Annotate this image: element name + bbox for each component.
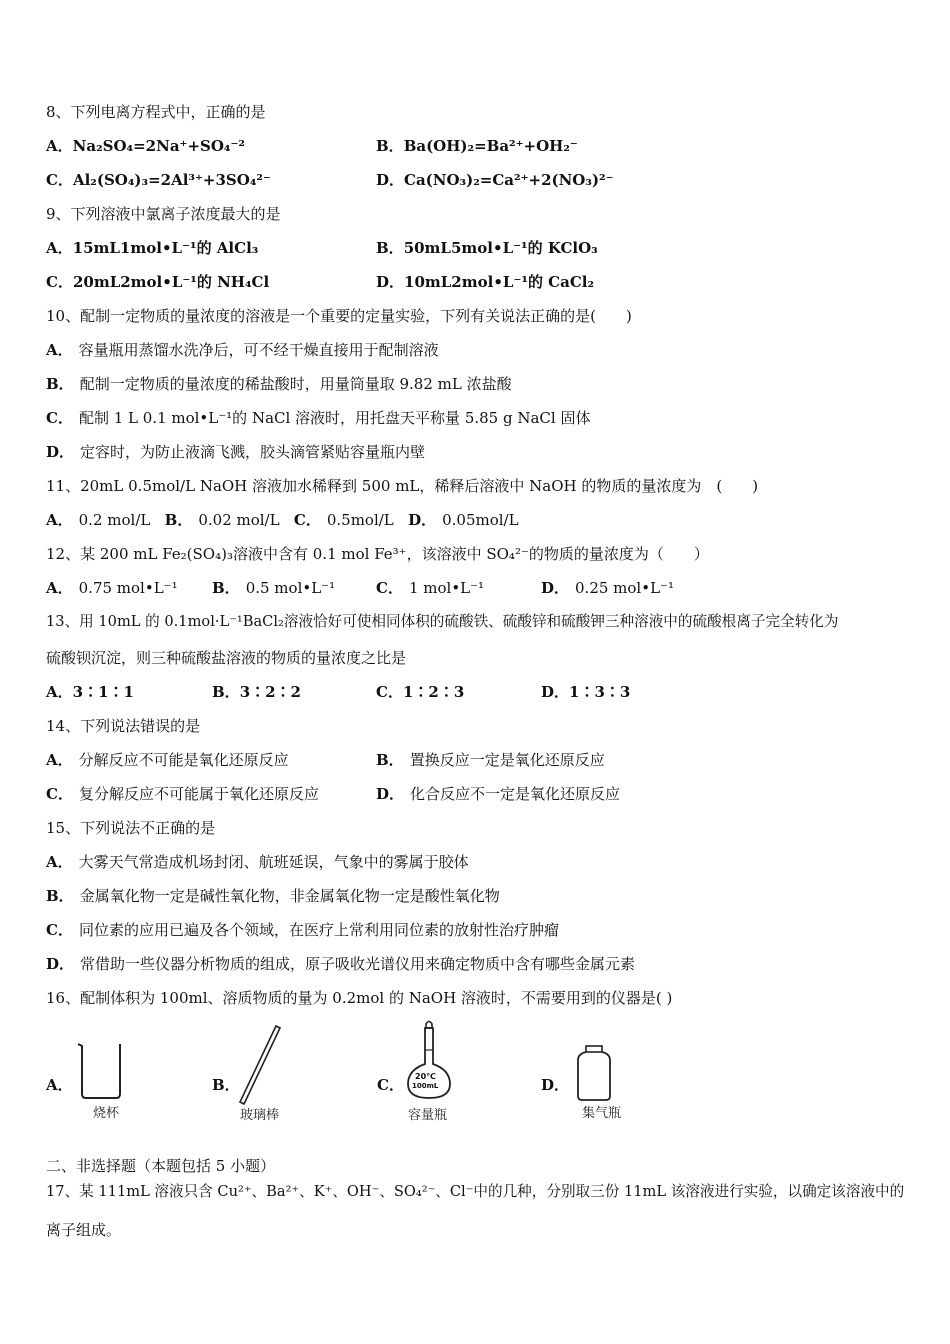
option-letter: D． xyxy=(376,785,405,803)
q9-option-a xyxy=(46,238,258,258)
option-letter: D． xyxy=(541,683,570,701)
q16-apparatus-figures xyxy=(0,1018,950,1128)
option-letter: A． xyxy=(46,751,73,769)
option-letter: D． xyxy=(376,171,405,189)
option-letter: B． xyxy=(212,683,240,701)
option-text: 20mL2mol•L⁻¹的 NH₄Cl xyxy=(72,273,270,291)
q13-option-b xyxy=(212,682,301,702)
option-letter: B． xyxy=(46,375,74,393)
q8-option-b xyxy=(376,136,578,156)
option-text: 0.02 mol/L xyxy=(198,511,280,529)
flask-label-temp: 20℃ xyxy=(415,1072,436,1081)
option-text: 0.2 mol/L xyxy=(78,511,151,529)
option-text: 15mL1mol•L⁻¹的 AlCl₃ xyxy=(72,239,259,257)
question-8-stem: 8、下列电离方程式中，正确的是 xyxy=(46,103,266,121)
q12-option-d xyxy=(541,578,674,598)
option-text: 配制一定物质的量浓度的稀盐酸时，用量筒量取 9.82 mL 浓盐酸 xyxy=(79,375,512,393)
q8-option-c xyxy=(46,170,271,190)
option-letter: A． xyxy=(46,853,73,871)
option-text: Ba(OH)₂=Ba²⁺+OH₂⁻ xyxy=(403,137,578,155)
beaker-caption: 烧杯 xyxy=(93,1106,120,1121)
q12-option-a xyxy=(46,578,178,598)
option-text: 3∶1∶1 xyxy=(72,683,134,701)
option-letter: C． xyxy=(46,171,73,189)
q11-options xyxy=(46,510,519,530)
option-letter: C． xyxy=(46,785,73,803)
option-text: 50mL5mol•L⁻¹的 KClO₃ xyxy=(403,239,598,257)
q8-option-d xyxy=(376,170,614,190)
question-17-line2: 离子组成。 xyxy=(46,1221,122,1239)
glass-rod-icon xyxy=(236,1024,286,1108)
q15-option-d xyxy=(46,954,635,974)
option-letter: A． xyxy=(46,1076,73,1094)
option-text: 复分解反应不可能属于氧化还原反应 xyxy=(78,785,319,803)
question-13-stem-line1: 13、用 10mL 的 0.1mol·L⁻¹BaCl₂溶液恰好可使相同体积的硫酸铁、硫酸锌和硫酸钾三种溶液中的硫酸根离子完全转化为 xyxy=(46,613,839,630)
q13-option-c xyxy=(376,682,464,702)
option-text: Al₂(SO₄)₃=2Al³⁺+3SO₄²⁻ xyxy=(72,171,271,189)
option-letter: A． xyxy=(46,683,73,701)
glass-rod-caption: 玻璃棒 xyxy=(240,1108,280,1123)
option-text: 1∶3∶3 xyxy=(569,683,631,701)
option-letter: B． xyxy=(212,579,240,597)
option-letter: B． xyxy=(164,511,193,529)
option-text: 容量瓶用蒸馏水洗净后，可不经干燥直接用于配制溶液 xyxy=(78,341,439,359)
q9-option-d xyxy=(376,272,594,292)
option-letter: D． xyxy=(541,579,570,597)
option-letter: B． xyxy=(46,887,74,905)
option-letter: C． xyxy=(376,683,403,701)
option-letter: A． xyxy=(46,239,73,257)
option-text: 常借助一些仪器分析物质的组成，原子吸收光谱仪用来确定物质中含有哪些金属元素 xyxy=(80,955,636,973)
option-text: Na₂SO₄=2Na⁺+SO₄⁻² xyxy=(72,137,245,155)
q10-option-d xyxy=(46,442,425,462)
option-text: 定容时，为防止液滴飞溅，胶头滴管紧贴容量瓶内壁 xyxy=(80,443,426,461)
option-letter: D． xyxy=(408,511,437,529)
option-letter: B． xyxy=(376,239,404,257)
question-11-stem: 11、20mL 0.5mol/L NaOH 溶液加水稀释到 500 mL，稀释后溶液中 NaOH 的物质的量浓度为 ( ) xyxy=(46,477,759,495)
q14-option-d xyxy=(376,784,620,804)
q12-option-c xyxy=(376,578,484,598)
gas-jar-icon xyxy=(574,1044,614,1102)
q10-option-b xyxy=(46,374,512,394)
beaker-icon xyxy=(74,1040,126,1102)
option-text: 0.75 mol•L⁻¹ xyxy=(78,579,178,597)
q14-option-b xyxy=(376,750,605,770)
q15-option-a xyxy=(46,852,469,872)
option-letter: C． xyxy=(46,409,73,427)
option-text: 1 mol•L⁻¹ xyxy=(408,579,485,597)
option-text: 0.25 mol•L⁻¹ xyxy=(575,579,674,597)
option-letter: D． xyxy=(46,955,75,973)
option-letter: C． xyxy=(377,1076,404,1094)
option-text: 分解反应不可能是氧化还原反应 xyxy=(78,751,289,769)
option-text: 0.5 mol•L⁻¹ xyxy=(245,579,336,597)
option-letter: D． xyxy=(541,1076,570,1094)
option-letter: A． xyxy=(46,137,73,155)
option-letter: A． xyxy=(46,341,73,359)
option-letter: B． xyxy=(212,1076,240,1094)
option-text: 同位素的应用已遍及各个领域，在医疗上常利用同位素的放射性治疗肿瘤 xyxy=(78,921,559,939)
option-letter: C． xyxy=(46,273,73,291)
option-text: 金属氧化物一定是碱性氧化物，非金属氧化物一定是酸性氧化物 xyxy=(79,887,500,905)
option-text: 0.5mol/L xyxy=(326,511,394,529)
q14-option-a xyxy=(46,750,289,770)
volumetric-flask-caption: 容量瓶 xyxy=(408,1108,448,1123)
option-letter: C． xyxy=(376,579,403,597)
option-text: 配制 1 L 0.1 mol•L⁻¹的 NaCl 溶液时，用托盘天平称量 5.85 g NaCl 固体 xyxy=(78,409,591,427)
option-letter: C． xyxy=(293,511,321,529)
q10-option-c xyxy=(46,408,590,428)
question-17-line1: 17、某 111mL 溶液只含 Cu²⁺、Ba²⁺、K⁺、OH⁻、SO₄²⁻、Cl⁻中的几种，分别取三份 11mL 该溶液进行实验，以确定该溶液中的 xyxy=(46,1183,905,1200)
flask-label-volume: 100mL xyxy=(412,1082,439,1090)
q8-option-a xyxy=(46,136,245,156)
question-9-stem: 9、下列溶液中氯离子浓度最大的是 xyxy=(46,205,281,223)
q9-option-c xyxy=(46,272,269,292)
option-letter: D． xyxy=(376,273,405,291)
option-letter: A． xyxy=(46,579,73,597)
q12-option-b xyxy=(212,578,335,598)
option-text: 0.05mol/L xyxy=(442,511,519,529)
option-letter: D． xyxy=(46,443,75,461)
question-13-stem-line2: 硫酸钡沉淀，则三种硫酸盐溶液的物质的量浓度之比是 xyxy=(46,649,407,667)
option-letter: C． xyxy=(46,921,73,939)
option-text: Ca(NO₃)₂=Ca²⁺+2(NO₃)²⁻ xyxy=(404,171,614,189)
question-10-stem: 10、配制一定物质的量浓度的溶液是一个重要的定量实验，下列有关说法正确的是( ) xyxy=(46,307,632,325)
q10-option-a xyxy=(46,340,439,360)
q15-option-c xyxy=(46,920,559,940)
option-text: 大雾天气常造成机场封闭、航班延误，气象中的雾属于胶体 xyxy=(78,853,469,871)
volumetric-flask-icon xyxy=(404,1018,454,1104)
option-letter: B． xyxy=(376,751,404,769)
question-12-stem: 12、某 200 mL Fe₂(SO₄)₃溶液中含有 0.1 mol Fe³⁺，该溶液中 SO₄²⁻的物质的量浓度为（ ） xyxy=(46,545,709,563)
q13-option-a xyxy=(46,682,134,702)
question-14-stem: 14、下列说法错误的是 xyxy=(46,717,201,735)
option-text: 10mL2mol•L⁻¹的 CaCl₂ xyxy=(404,273,595,291)
q9-option-b xyxy=(376,238,598,258)
q15-option-b xyxy=(46,886,500,906)
q13-option-d xyxy=(541,682,630,702)
option-letter: B． xyxy=(376,137,404,155)
gas-jar-caption: 集气瓶 xyxy=(582,1106,622,1121)
option-text: 1∶2∶3 xyxy=(402,683,465,701)
question-16-stem: 16、配制体积为 100ml、溶质物质的量为 0.2mol 的 NaOH 溶液时，不需要用到的仪器是( ) xyxy=(46,989,673,1007)
option-text: 化合反应不一定是氧化还原反应 xyxy=(410,785,621,803)
q14-option-c xyxy=(46,784,319,804)
option-text: 3∶2∶2 xyxy=(239,683,301,701)
option-letter: A． xyxy=(46,511,73,529)
option-text: 置换反应一定是氧化还原反应 xyxy=(409,751,605,769)
section-2-title: 二、非选择题（本题包括 5 小题） xyxy=(46,1157,276,1175)
question-15-stem: 15、下列说法不正确的是 xyxy=(46,819,216,837)
